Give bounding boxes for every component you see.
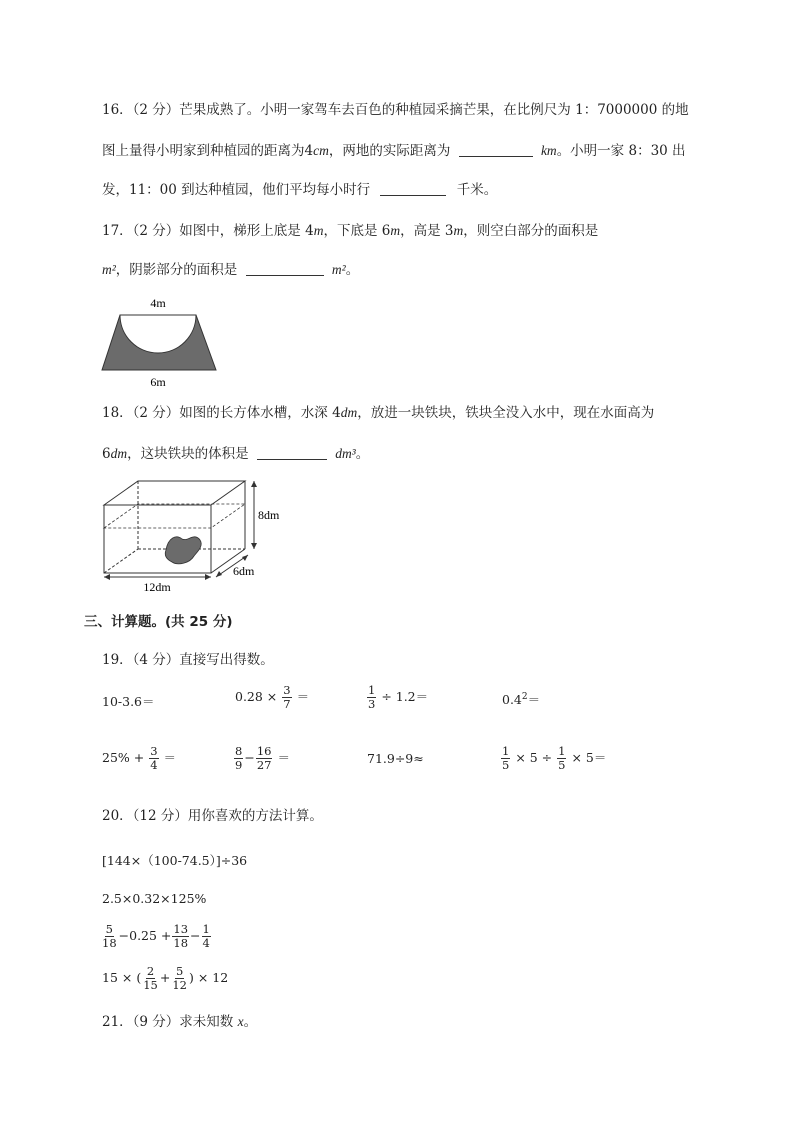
q16-text-3a: 发，11：00 到达种植园，他们平均每小时行 [102, 182, 371, 198]
q19-item-2-fraction [282, 684, 291, 711]
q19-item-5-eq: ＝ [163, 750, 177, 765]
q16-answer-blank-km[interactable] [459, 142, 533, 157]
trapezoid-bottom-label: 6m [150, 375, 166, 389]
q19-item-8 [500, 745, 606, 772]
frac-den: 18 [102, 936, 117, 950]
q18-line-1 [102, 403, 654, 423]
q19-item-4-eq: ＝ [527, 692, 541, 707]
q20-expr-3-fraction-c [202, 923, 211, 950]
q19-item-2 [235, 684, 309, 711]
frac-den: 5 [502, 758, 510, 772]
q19-item-4-exp: 2 [521, 691, 528, 702]
frac-num: 1 [202, 922, 210, 936]
q19-item-4-base: 0.4 [502, 692, 522, 707]
q19-item-5-fraction [149, 745, 158, 772]
q20-expr-3-op1: −0.25 + [118, 928, 172, 943]
q17-unit-m2-a: m² [102, 262, 116, 277]
q19-item-3-text: ÷ 1.2＝ [381, 689, 429, 704]
q18-text-1a: 18．（2 分）如图的长方体水槽，水深 4 [102, 405, 341, 421]
q19-item-6-fraction-a [234, 745, 243, 772]
q16-distance: 4 [304, 143, 314, 159]
q17-unit-m-1: m [313, 223, 324, 238]
frac-num: 5 [105, 922, 113, 936]
q19-item-3 [366, 684, 428, 711]
q19-item-6 [233, 745, 290, 772]
q17-answer-blank-shaded[interactable] [246, 261, 324, 276]
frac-num: 2 [146, 964, 155, 978]
q20-expr-4-fraction-b [171, 965, 188, 992]
q18-unit-dm-1: dm [340, 405, 358, 420]
q19-item-2-eq: ＝ [296, 689, 310, 704]
frac-den: 5 [558, 758, 566, 772]
frac-num: 5 [175, 964, 184, 978]
frac-den: 7 [283, 697, 291, 711]
q18-line-2 [102, 444, 369, 464]
q19-item-2-text: 0.28 × [235, 689, 278, 704]
q19-item-6-eq: ＝ [277, 750, 290, 765]
q19-item-4 [502, 690, 540, 708]
frac-num: 8 [235, 744, 243, 758]
q16-unit-km: km [540, 143, 557, 158]
frac-den: 4 [150, 758, 158, 772]
q16-line-1 [102, 100, 689, 120]
q20-expr-4 [102, 965, 228, 992]
q19-title: 19．（4 分）直接写出得数。 [102, 652, 274, 668]
q20-expr-4-lead: 15 × ( [102, 970, 142, 985]
q16-line-2 [102, 141, 686, 161]
q19-item-6-op: − [244, 750, 255, 765]
q18-text-1b: ，放进一块铁块，铁块全没入水中，现在水面高为 [357, 405, 655, 421]
frac-num: 1 [502, 744, 510, 758]
frac-den: 4 [202, 936, 210, 950]
q21-text-a: 21．（9 分）求未知数 [102, 1014, 238, 1030]
q20-expr-3 [100, 923, 212, 950]
q16-text-2b: ，两地的实际距离为 [328, 143, 451, 159]
q19-item-7-text: 71.9÷9≈ [367, 751, 424, 766]
q19-item-8-eq: × 5＝ [571, 750, 607, 765]
q20-expr-2: 2.5×0.32×125% [102, 891, 207, 906]
q20-title: 20．（12 分）用你喜欢的方法计算。 [102, 808, 323, 824]
q18-text-2a: 6 [102, 446, 111, 462]
frac-den: 15 [143, 978, 158, 992]
q19-item-7 [367, 751, 424, 766]
q21-title [102, 1012, 257, 1032]
q17-line-2 [102, 260, 359, 280]
q17-text-1a: 17．（2 分）如图中，梯形上底是 4 [102, 223, 314, 239]
tank-length-label: 12dm [143, 580, 171, 594]
q17-text-2a: ，阴影部分的面积是 [115, 262, 238, 278]
q16-text-2a: 图上量得小明家到种植园的距离为 [102, 143, 305, 159]
section-3-heading: 三、计算题。(共 25 分) [84, 614, 233, 630]
q16-answer-blank-speed[interactable] [380, 181, 446, 196]
trapezoid-figure [95, 292, 225, 392]
frac-num: 16 [256, 744, 272, 758]
q17-unit-m-3: m [453, 223, 464, 238]
water-tank-figure [98, 476, 298, 598]
q19-item-3-fraction [367, 684, 376, 711]
q16-text-1: 16．（2 分）芒果成熟了。小明一家驾车去百色的种植园采摘芒果，在比例尺为 1：7000000 的地 [102, 102, 689, 118]
frac-den: 18 [173, 936, 189, 950]
q21-text-b: 。 [243, 1014, 258, 1030]
frac-num: 1 [368, 683, 376, 697]
q20-expr-4-op: + [159, 970, 171, 985]
q17-text-2end: 。 [345, 262, 360, 278]
q19-item-5 [102, 745, 176, 772]
q16-line-3 [102, 180, 497, 200]
q18-text-2end: 。 [355, 446, 370, 462]
q17-text-1b: ，下底是 6 [323, 223, 391, 239]
tank-width-label: 6dm [233, 564, 255, 578]
q17-unit-m2-b: m² [331, 262, 346, 277]
q19-item-5-text: 25% + [102, 750, 145, 765]
frac-num: 1 [558, 744, 566, 758]
q19-item-8-fraction-b [557, 745, 566, 772]
q18-unit-dm3: dm³ [335, 446, 356, 461]
q16-text-2c: 。小明一家 8：30 出 [556, 143, 686, 159]
q16-text-3b: 千米。 [456, 182, 498, 198]
q20-expr-3-fraction-b [172, 923, 189, 950]
q19-item-8-mid: × 5 ÷ [515, 750, 553, 765]
q19-item-1 [102, 692, 155, 710]
frac-den: 27 [256, 758, 272, 772]
frac-den: 9 [235, 758, 243, 772]
frac-num: 3 [150, 744, 158, 758]
q17-line-1 [102, 221, 598, 241]
frac-num: 13 [173, 922, 189, 936]
q18-text-2b: ，这块铁块的体积是 [127, 446, 249, 462]
q19-item-8-fraction-a [501, 745, 510, 772]
q17-text-1d: ，则空白部分的面积是 [463, 223, 599, 239]
q20-expr-3-op2: − [190, 928, 201, 943]
q17-text-1c: ，高是 3 [400, 223, 454, 239]
frac-den: 12 [172, 978, 187, 992]
trapezoid-top-label: 4m [150, 296, 166, 310]
q20-expr-4-tail: ) × 12 [188, 970, 229, 985]
tank-height-label: 8dm [258, 508, 280, 522]
q21-variable-x: x [237, 1014, 244, 1029]
q20-expr-3-fraction-a [101, 923, 118, 950]
q19-item-1-text: 10-3.6＝ [102, 694, 155, 709]
q16-unit-cm: cm [313, 143, 329, 158]
q20-expr-4-fraction-a [142, 965, 159, 992]
q18-answer-blank-volume[interactable] [257, 445, 327, 460]
q20-expr-1: [144×（100-74.5）]÷36 [102, 853, 248, 868]
q17-unit-m-2: m [390, 223, 401, 238]
q18-unit-dm-2: dm [110, 446, 128, 461]
frac-den: 3 [368, 697, 376, 711]
frac-num: 3 [283, 683, 291, 697]
q19-item-6-fraction-b [256, 745, 273, 772]
